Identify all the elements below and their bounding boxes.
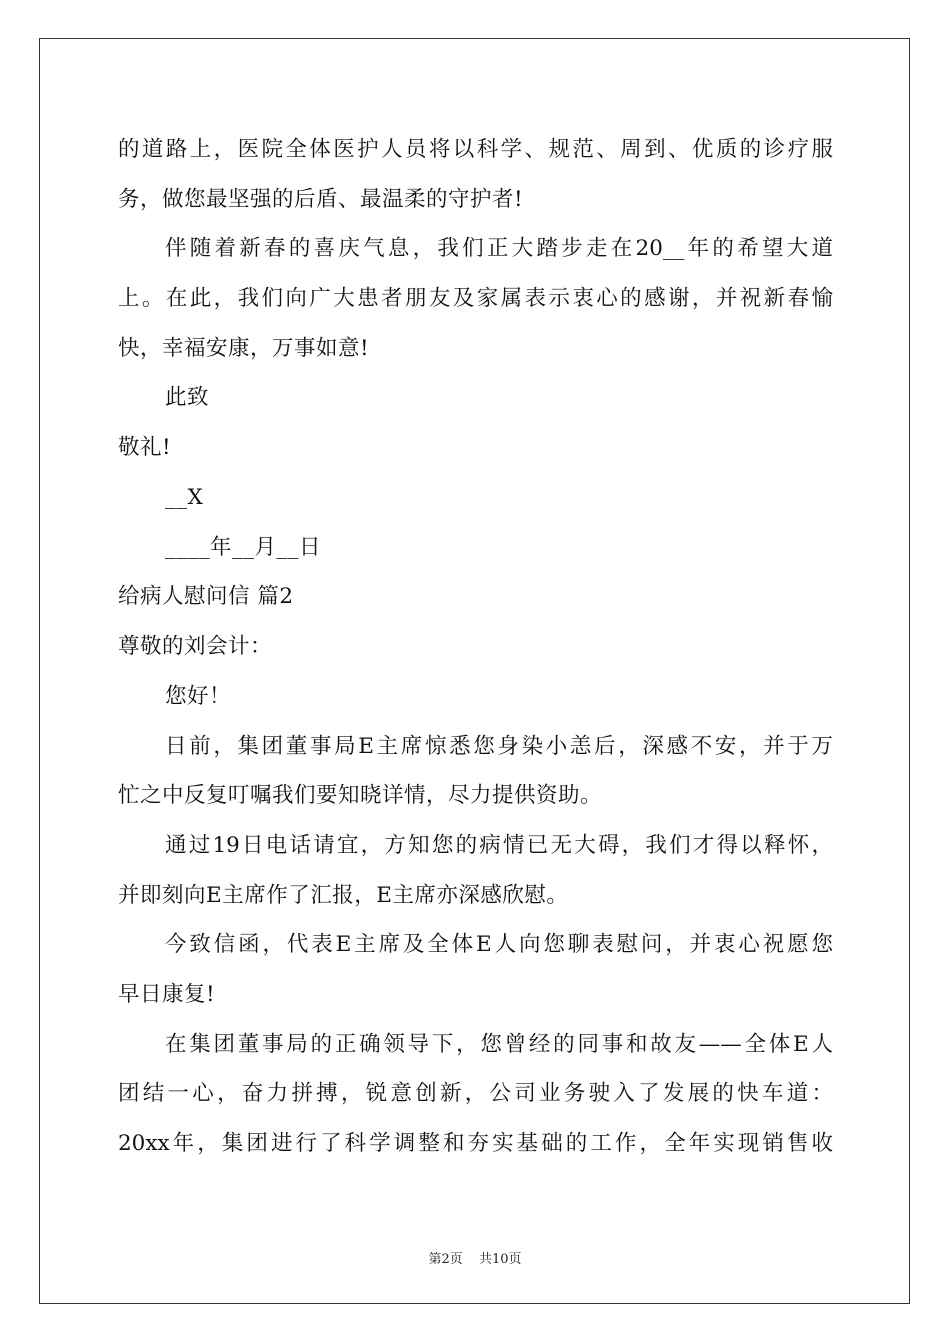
letter-recipient: 尊敬的刘会计：: [118, 634, 273, 659]
body-line: 伴随着新春的喜庆气息，我们正大踏步走在20__年的希望大道: [165, 236, 833, 261]
signature: __X: [165, 485, 204, 510]
section-heading: 给病人慰问信 篇2: [118, 584, 294, 609]
body-line: 务，做您最坚强的后盾、最温柔的守护者!: [118, 187, 524, 212]
body-line: 通过19日电话请宜，方知您的病情已无大碍，我们才得以释怀，: [165, 833, 833, 858]
body-line: 在集团董事局的正确领导下，您曾经的同事和故友——全体E人: [165, 1032, 833, 1057]
body-line: 日前，集团董事局E主席惊悉您身染小恙后，深感不安，并于万: [165, 734, 833, 759]
salutation-closing: 此致: [165, 385, 210, 410]
body-line: 上。在此，我们向广大患者朋友及家属表示衷心的感谢，并祝新春愉: [118, 286, 833, 311]
body-line: 早日康复!: [118, 982, 216, 1007]
body-line: 并即刻向E主席作了汇报，E主席亦深感欣慰。: [118, 883, 569, 908]
salutation-regards: 敬礼!: [118, 435, 172, 460]
page-footer: [0, 1248, 950, 1267]
page-number: 第2页: [428, 1252, 463, 1267]
body-line: 忙之中反复叮嘱我们要知晓详情，尽力提供资助。: [118, 783, 603, 808]
body-line: 的道路上，医院全体医护人员将以科学、规范、周到、优质的诊疗服: [118, 137, 833, 162]
greeting: 您好！: [165, 684, 232, 709]
date-line: ____年__月__日: [165, 535, 322, 560]
body-line: 20xx年，集团进行了科学调整和夯实基础的工作，全年实现销售收: [118, 1131, 833, 1156]
page-border: [39, 38, 910, 1304]
body-line: 团结一心，奋力拼搏，锐意创新，公司业务驶入了发展的快车道：: [118, 1081, 833, 1106]
body-line: 快，幸福安康，万事如意!: [118, 336, 370, 361]
body-line: 今致信函，代表E主席及全体E人向您聊表慰问，并衷心祝愿您: [165, 932, 833, 957]
page-total: 共10页: [478, 1252, 522, 1267]
